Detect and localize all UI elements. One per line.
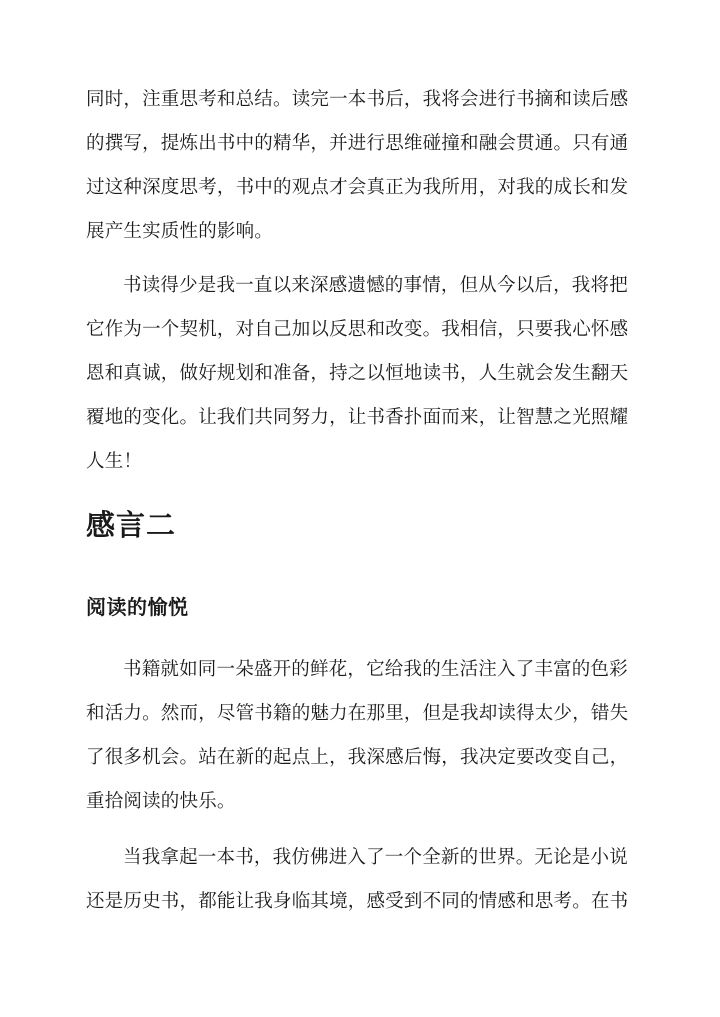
text-line: 重拾阅读的快乐。: [86, 791, 236, 812]
section-title: 感言二: [86, 508, 177, 542]
text-line: 和活力。然而，尽管书籍的魅力在那里，但是我却读得太少，错失: [86, 703, 629, 724]
subsection-title: 阅读的愉悦: [86, 595, 189, 619]
text-line: 展产生实质性的影响。: [86, 221, 274, 242]
text-line: 的撰写，提炼出书中的精华，并进行思维碰撞和融会贯通。只有通: [86, 133, 629, 154]
text-line: 过这种深度思考，书中的观点才会真正为我所用，对我的成长和发: [86, 177, 629, 198]
text-line: 它作为一个契机，对自己加以反思和改变。我相信，只要我心怀感: [86, 319, 629, 340]
text-line: 书读得少是我一直以来深感遗憾的事情，但从今以后，我将把: [123, 275, 628, 296]
text-line: 了很多机会。站在新的起点上，我深感后悔，我决定要改变自己，: [86, 747, 629, 768]
text-line: 恩和真诚，做好规划和准备，持之以恒地读书，人生就会发生翻天: [86, 363, 629, 384]
text-line: 覆地的变化。让我们共同努力，让书香扑面而来，让智慧之光照耀: [86, 407, 629, 428]
text-line: 还是历史书，都能让我身临其境，感受到不同的情感和思考。在书: [86, 891, 629, 912]
text-line: 同时，注重思考和总结。读完一本书后，我将会进行书摘和读后感: [86, 89, 629, 110]
text-line: 当我拿起一本书，我仿佛进入了一个全新的世界。无论是小说: [123, 847, 628, 868]
text-line: 人生！: [86, 451, 143, 472]
text-line: 书籍就如同一朵盛开的鲜花，它给我的生活注入了丰富的色彩: [123, 659, 628, 680]
